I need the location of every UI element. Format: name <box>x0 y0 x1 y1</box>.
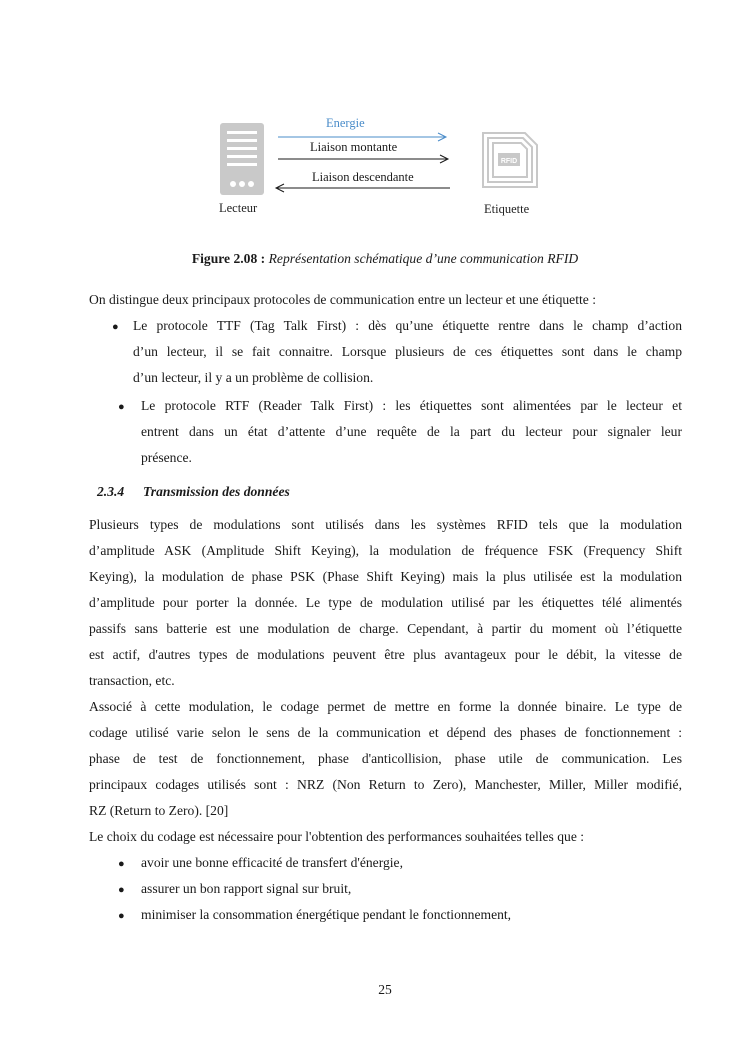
paragraph-line: transaction, etc. <box>89 673 175 688</box>
paragraph-line: Associé à cette modulation, le codage permet de mettre en forme la donnée binaire. Le type de <box>89 699 682 714</box>
bullet-icon: ● <box>118 401 125 413</box>
paragraph-line: principaux codages utilisés sont : NRZ (Non Return to Zero), Manchester, Miller, Miller modifié, <box>89 777 682 792</box>
figure <box>0 0 745 240</box>
protocol-rtf-line: Le protocole RTF (Reader Talk First) : les étiquettes sont alimentées par le lecteur et <box>141 398 682 413</box>
protocol-rtf-line: entrent dans un état d’attente d’une requête de la part du lecteur pour signaler leur <box>141 424 682 439</box>
downlink-arrow <box>276 184 450 192</box>
uplink-arrow <box>278 155 448 163</box>
figure-number: Figure 2.08 : <box>191 251 266 266</box>
bullet-icon: ● <box>118 858 125 870</box>
rfid-tag-icon <box>482 132 538 188</box>
paragraph-line: phase de test de fonctionnement, phase d'anticollision, phase utile de communication. Les <box>89 751 682 766</box>
uplink-label: Liaison montante <box>310 140 398 154</box>
paragraph-coding <box>89 694 682 824</box>
tag-label: Etiquette <box>484 202 530 216</box>
figure-title: Représentation schématique d’une communication RFID <box>268 251 579 266</box>
paragraph-line: RZ (Return to Zero). [20] <box>89 803 229 818</box>
paragraph-line: est actif, d'autres types de modulations peuvent être plus avantageux pour le débit, la vitesse de <box>89 647 682 662</box>
section-number: 2.3.4 <box>97 484 125 499</box>
goal-text: avoir une bonne efficacité de transfert d'énergie, <box>141 855 403 870</box>
intro-paragraph: On distingue deux principaux protocoles de communication entre un lecteur et une étiquette : <box>89 292 596 307</box>
downlink-label: Liaison descendante <box>312 170 414 184</box>
paragraph-line: Keying), la modulation de phase PSK (Phase Shift Keying) mais la plus utilisée est la modulation <box>89 569 682 584</box>
goal-text: assurer un bon rapport signal sur bruit, <box>141 881 352 896</box>
figure-caption <box>0 251 745 267</box>
bullet-icon: ● <box>112 321 119 333</box>
server-icon <box>219 122 265 196</box>
bullet-icon: ● <box>118 884 125 896</box>
paragraph-line: d’amplitude ASK (Amplitude Shift Keying), la modulation de fréquence FSK (Frequency Shift <box>89 543 682 558</box>
paragraph-modulation <box>89 512 682 694</box>
paragraph-line: passifs sans batterie est une modulation de charge. Cependant, à partir du moment où l’étiquette <box>89 621 682 636</box>
protocol-ttf-line: d’un lecteur, il se fait connaitre. Lorsque plusieurs de ces étiquettes sont dans le champ <box>133 344 682 359</box>
paragraph-line: Plusieurs types de modulations sont utilisés dans les systèmes RFID tels que la modulation <box>89 517 682 532</box>
protocol-rtf-line: présence. <box>141 450 192 465</box>
protocol-ttf-line: Le protocole TTF (Tag Talk First) : dès qu’une étiquette rentre dans le champ d’action <box>133 318 682 333</box>
page-number: 25 <box>378 982 392 997</box>
protocol-ttf-line: d’un lecteur, il y a un problème de collision. <box>133 370 374 385</box>
bullet-icon: ● <box>118 910 125 922</box>
paragraph-line: codage utilisé varie selon le sens de la communication et dépend des phases de fonctionnement : <box>89 725 682 740</box>
section-heading <box>97 484 290 500</box>
goal-text: minimiser la consommation énergétique pendant le fonctionnement, <box>141 907 512 922</box>
paragraph-line: d’amplitude pour porter la donnée. Le type de modulation utilisé par les étiquettes télé alimentés <box>89 595 682 610</box>
energy-label: Energie <box>326 116 365 130</box>
paragraph-goals-intro: Le choix du codage est nécessaire pour l'obtention des performances souhaitées telles que : <box>89 829 585 844</box>
reader-label: Lecteur <box>219 201 258 215</box>
section-title: Transmission des données <box>143 484 290 499</box>
rfid-chip-text: RFID <box>500 158 518 165</box>
